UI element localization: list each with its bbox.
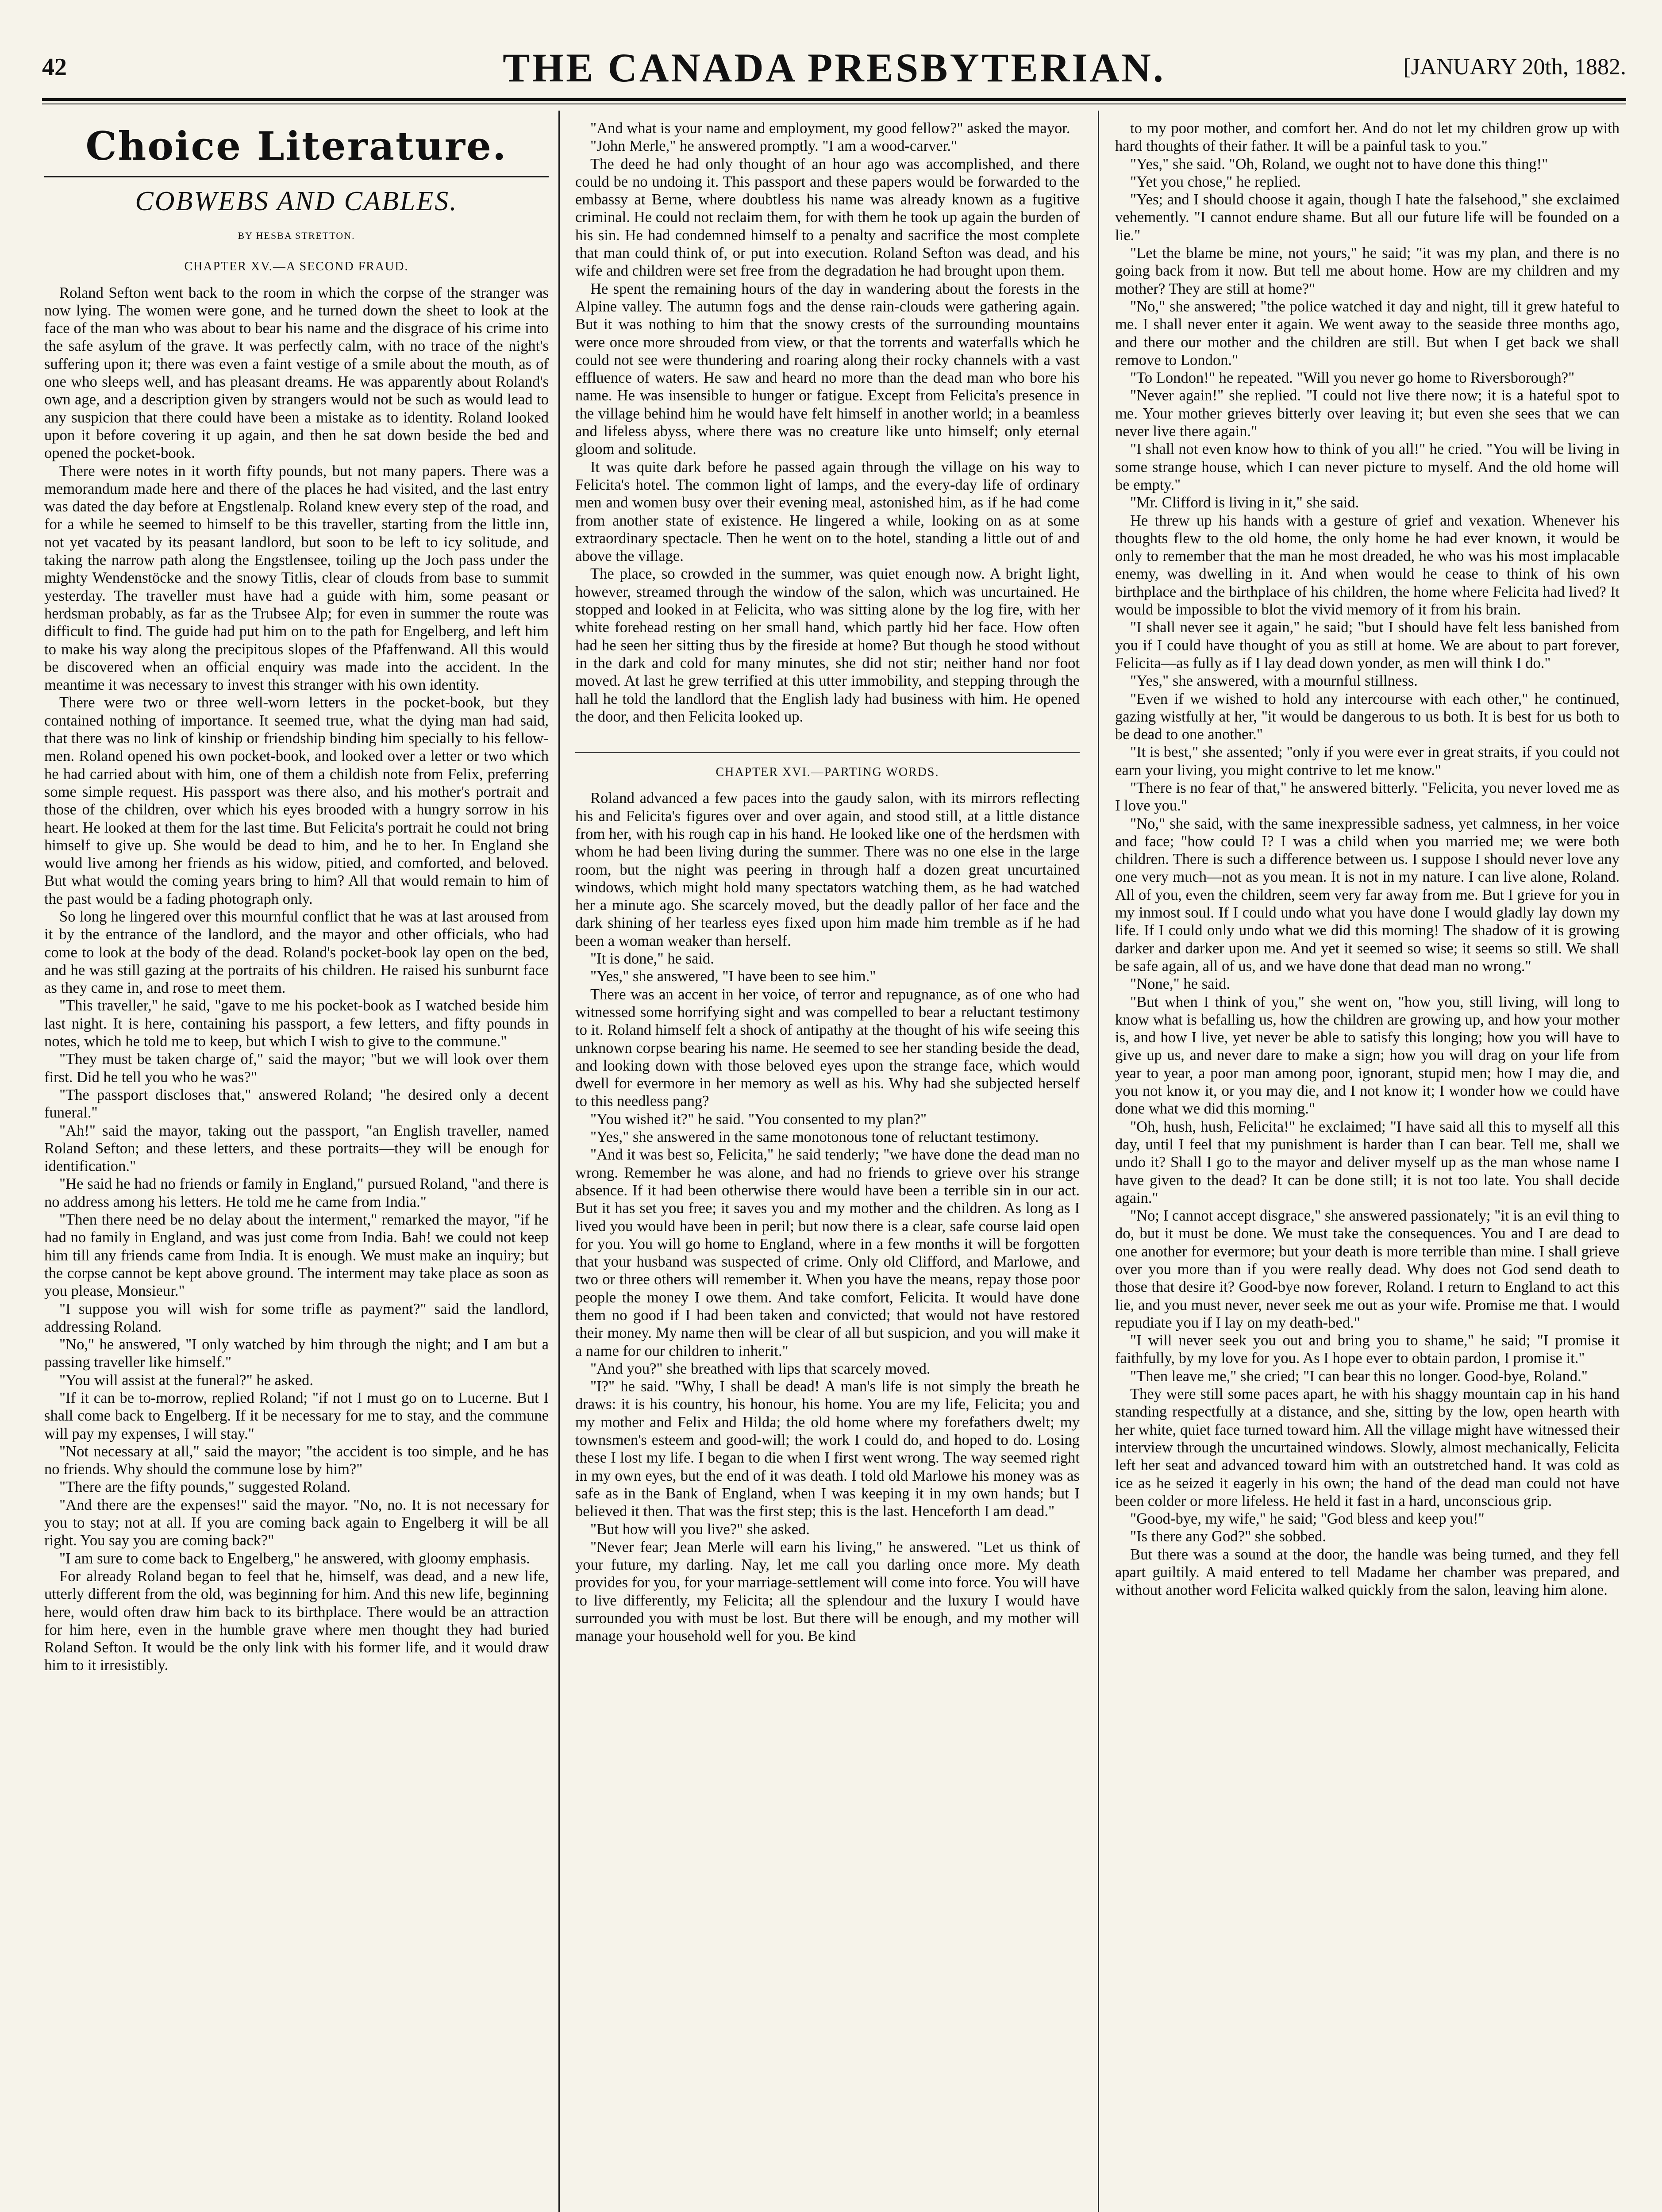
column-1-body <box>44 284 549 1674</box>
newspaper-title: THE CANADA PRESBYTERIAN. <box>503 45 1166 90</box>
chapter-heading-15: CHAPTER XV.—A SECOND FRAUD. <box>184 260 409 274</box>
column-2-body-top <box>575 119 1080 726</box>
section-title: Choice Literature. <box>85 123 508 169</box>
paragraph: "No," he answered, "I only watched by him through the night; and I am but a passing traveller like himself." <box>44 1336 549 1371</box>
paragraph: So long he lingered over this mournful conflict that he was at last aroused from it by the entrance of the landlord, and the mayor and other officials, who had come to look at the body of the dead. Roland's pocket-book lay open on the bed, and he was still gazing at the portraits of his children. He raised his sunburnt face as they came in, and rose to meet them. <box>44 908 549 997</box>
paragraph: "But how will you live?" she asked. <box>590 1521 810 1538</box>
column-2 <box>575 119 1080 2212</box>
paragraph: But there was a sound at the door, the handle was being turned, and they fell apart guiltily. A maid entered to tell Madame her chamber was prepared, and without another word Felicita walked quickly from the salon, leaving him alone. <box>1115 1546 1620 1599</box>
paragraph: There was an accent in her voice, of terror and repugnance, as of one who had witnessed some horrifying sight and was compelled to bear a reluctant testimony to it. Roland himself felt a shock of antipathy at the thought of his wife seeing this unknown corpse bearing his name. He seemed to see her standing beside the dead, and looking down with those beloved eyes upon the strange face, which would dwell for evermore in her memory as well as his. Why had she subjected herself to this needless pang? <box>575 986 1080 1110</box>
byline: BY HESBA STRETTON. <box>238 230 355 241</box>
paragraph: The place, so crowded in the summer, was quiet enough now. A bright light, however, streamed through the window of the salon, which was uncurtained. He stopped and looked in at Felicita, who was sitting alone by the log fire, with her white forehead resting on her small hand, which partly hid her face. How often had he seen her sitting thus by the fireside at home? But though he stood without in the dark and cold for many minutes, she did not stir; neither hand nor foot moved. At last he grew terrified at this utter immobility, and stepping through the hall he told the landlord that the English lady had business with him. He opened the door, and then Felicita looked up. <box>575 565 1080 725</box>
paragraph: "You will assist at the funeral?" he asked. <box>59 1371 314 1389</box>
paragraph: There were two or three well-worn letters in the pocket-book, but they contained nothing of importance. It seemed true, what the dying man had said, that there was no link of kinship or friendship binding him specially to his fellow-men. Roland opened his own pocket-book, and looked over a letter or two which he had carried about with him, one of them a childish note from Felix, preferring some simple request. His passport was there also, and his mother's portrait and those of the children, over which his eyes brooded with a hungry sorrow in his heart. He looked at them for the last time. But Felicita's portrait he could not bring himself to give up. She would be dead to him, and he to her. In England she would live among her friends as his widow, pitied, and comforted, and beloved. But what would the coming years bring to him? All that would remain to him of the past would be a fading photograph only. <box>44 694 549 907</box>
paragraph: "John Merle," he answered promptly. "I am a wood-carver." <box>590 138 958 155</box>
paragraph: "Yes," she answered in the same monotonous tone of reluctant testimony. <box>590 1129 1039 1146</box>
paragraph: "He said he had no friends or family in England," pursued Roland, "and there is no address among his letters. He told me he came from India." <box>44 1175 549 1210</box>
column-1 <box>44 119 549 2212</box>
paragraph: "Mr. Clifford is living in it," she said. <box>1130 494 1359 511</box>
paragraph: For already Roland began to feel that he, himself, was dead, and a new life, utterly different from the old, was beginning for him. And this new life, beginning here, would often draw him back to its birthplace. There would be an attraction for him here, even in the humble grave where men thought they had buried Roland Sefton. It would be the only link with his former life, and it would draw him to it irresistibly. <box>44 1567 549 1674</box>
paragraph: "You wished it?" he said. "You consented to my plan?" <box>590 1110 927 1128</box>
paragraph: "And there are the expenses!" said the mayor. "No, no. It is not necessary for you to stay; not at all. If you are coming back again to Engelberg it will be all right. You say you are coming back?" <box>44 1496 549 1549</box>
paragraph: "Never fear; Jean Merle will earn his living," he answered. "Let us think of your future, my darling. Nay, let me call you darling once more. My death provides for you, for your marriage-settlement will come into force. You will have to live differently, my Felicita; all the splendour and the luxury I would have surrounded you with must be lost. But there will be enough, and my mother will manage your household well for you. Be kind <box>575 1538 1080 1645</box>
paragraph: "Yet you chose," he replied. <box>1130 173 1301 190</box>
paragraph: "I shall never see it again," he said; "but I should have felt less banished from you if I could have thought of you as still at home. We are about to part forever, Felicita—as fully as if I lay dead down yonder, as men will think I do." <box>1115 619 1620 672</box>
paragraph: "This traveller," he said, "gave to me his pocket-book as I watched beside him last night. It is here, containing his passport, a few letters, and fifty pounds in notes, which he told me to keep, but which I wish to give to the commune." <box>44 997 549 1050</box>
paragraph: "Not necessary at all," said the mayor; "the accident is too simple, and he has no friends. Why should the commune lose by him?" <box>44 1443 549 1478</box>
paragraph: There were notes in it worth fifty pounds, but not many papers. There was a memorandum made here and there of the places he had visited, and the last entry was dated the day before at Engstlenalp. Roland knew every step of the road, and for a while he seemed to himself to be this traveller, starting from the little inn, not yet vacated by its peasant landlord, but soon to be left to icy solitude, and taking the narrow path along the Engstlensee, toiling up the Joch pass under the mighty Wendenstöcke and the snowy Titlis, clear of clouds from base to summit yesterday. The traveller must have had a guide with him, some peasant or herdsman probably, as far as the Trubsee Alp; for even in summer the route was difficult to find. The guide had put him on to the path for Engelberg, and left him to make his way along the precipitous slopes of the Pfaffenwand. All this would be discovered when an official enquiry was made into the accident. In the meantime it was necessary to invest this stranger with his own identity. <box>44 462 549 694</box>
paragraph: Roland advanced a few paces into the gaudy salon, with its mirrors reflecting his and Felicita's figures over and over again, and stood still, at a little distance from her, with his rough cap in his hand. He looked like one of the herdsmen with whom he had been living during the summer. There was no one else in the large room, but the night was peering in through half a dozen great uncurtained windows, which might hold many spectators watching them, as he had watched her a minute ago. She scarcely moved, but the deadly pallor of her face and the dark shining of her tearless eyes fixed upon him made him tremble as if he had been a woman weaker than herself. <box>575 790 1080 949</box>
paragraph: "They must be taken charge of," said the mayor; "but we will look over them first. Did he tell you who he was?" <box>44 1051 549 1086</box>
paragraph: "To London!" he repeated. "Will you never go home to Riversborough?" <box>1130 369 1575 387</box>
page-number: 42 <box>42 54 67 81</box>
paragraph: He threw up his hands with a gesture of grief and vexation. Whenever his thoughts flew to the old home, the only home he had ever known, it would be only to remember that the man he most dreaded, he who was his most implacable enemy, was dwelling in it. And when would he cease to think of his own birthplace and the birthplace of his children, the home where Felicita had lived? It would be impossible to blot the vivid memory of it from his brain. <box>1115 512 1620 618</box>
column-divider-2 <box>1098 111 1099 2212</box>
paragraph: "Even if we wished to hold any intercourse with each other," he continued, gazing wistfully at her, "it would be dangerous to us both. It is best for us both to be dead to one another." <box>1115 690 1620 743</box>
masthead <box>42 44 1626 93</box>
column-3 <box>1115 119 1620 2212</box>
paragraph: The deed he had only thought of an hour ago was accomplished, and there could be no undoing it. This passport and these papers would be forwarded to the embassy at Berne, where doubtless his name was already known as a fugitive criminal. He could not reclaim them, for with them he took up again the burden of his sin. He had condemned himself to a penalty and sacrifice the most complete that man could think of, or put into execution. Roland Sefton was dead, and his wife and children were set free from the degradation he had brought upon them. <box>575 155 1080 280</box>
paragraph: "None," he said. <box>1130 975 1231 993</box>
paragraph: It was quite dark before he passed again through the village on his way to Felicita's hotel. The common light of lamps, and the every-day life of ordinary men and women busy over their evening meal, astonished him, as if he had come from another state of existence. He lingered a while, looking on as at some extraordinary spectacle. Then he went on to the hotel, standing a little out of and above the village. <box>575 458 1080 565</box>
paragraph: "There are the fifty pounds," suggested Roland. <box>59 1479 351 1496</box>
paragraph: "And it was best so, Felicita," he said tenderly; "we have done the dead man no wrong. Remember he was alone, and had no friends to grieve over his strange absence. If it had been otherwise there would have been a terrible sin in our act. But it has set you free; it saves you and my mother and the children. As long as I lived you would have been in peril; but now there is a clear, safe course laid open for you. You will go home to England, where in a few months it will be forgotten that your husband was suspected of crime. Only old Clifford, and Marlowe, and two or three others will remember it. When you have the means, repay those poor people the money I owe them. And take comfort, Felicita. It would have done them no good if I had been taken and convicted; that would not have restored their money. My name then will be clear of all but suspicion, and you will make it a name for our children to inherit." <box>575 1146 1080 1359</box>
paragraph: "It is done," he said. <box>590 950 714 968</box>
paragraph: "The passport discloses that," answered Roland; "he desired only a decent funeral." <box>44 1086 549 1121</box>
column-2-body-bottom <box>575 789 1080 1645</box>
paragraph: "But when I think of you," she went on, "how you, still living, will long to know what is befalling us, how the children are growing up, and how your mother is, and how I live, yet never be able to satisfy this longing; how you will have to give up us, and never dare to make a sign; how you will drag on your life from year to year, a poor man among poor, ignorant, stupid men; how I may die, and you not know it, or you may die, and I not know it; I wonder how we could have done what we did this morning." <box>1115 993 1620 1118</box>
paragraph: "I shall not even know how to think of you all!" he cried. "You will be living in some strange house, which I can never picture to myself. And the old home will be empty." <box>1115 441 1620 493</box>
paragraph: "Ah!" said the mayor, taking out the passport, "an English traveller, named Roland Sefton; and these letters, and these portraits—they will be enough for identification." <box>44 1122 549 1175</box>
paragraph: "If it can be to-morrow, replied Roland; "if not I must go on to Lucerne. But I shall come back to Engelberg. If it be necessary for me to stay, and the commune will pay my expenses, I will stay." <box>44 1390 549 1442</box>
paragraph: "Then there need be no delay about the interment," remarked the mayor, "if he had no family in England, and was just come from India. Bah! we could not keep him till any friends came from India. It is enough. We must make an inquiry; but the corpse cannot be kept above ground. The interment may take place as soon as you please, Monsieur." <box>44 1211 549 1300</box>
paragraph: "Yes," she said. "Oh, Roland, we ought not to have done this thing!" <box>1130 155 1548 173</box>
paragraph: "There is no fear of that," he answered bitterly. "Felicita, you never loved me as I love you." <box>1115 779 1620 814</box>
paragraph: to my poor mother, and comfort her. And do not let my children grow up with hard thoughts of their father. It will be a painful task to you." <box>1115 120 1620 155</box>
column-3-body <box>1115 119 1620 1599</box>
paragraph: "It is best," she assented; "only if you were ever in great straits, if you could not earn your living, you might contrive to let me know." <box>1115 744 1620 779</box>
paragraph: "No," she answered; "the police watched it day and night, till it grew hateful to me. I shall never enter it again. We went away to the seaside three months ago, and there our mother and the children are still. But when I get back we shall remove to London." <box>1115 298 1620 369</box>
paragraph: "And you?" she breathed with lips that scarcely moved. <box>590 1360 931 1377</box>
paragraph: Roland Sefton went back to the room in which the corpse of the stranger was now lying. The women were gone, and he turned down the sheet to look at the face of the man who was about to bear his name and the disgrace of his crime into the safe asylum of the grave. It was perfectly calm, with no trace of the night's suffering upon it; there was even a faint vestige of a smile about the mouth, as of one who sleeps well, and has pleasant dreams. He was apparently about Roland's own age, and a description given by strangers would not be such as would lead to any suspicion that there could have been a mistake as to identity. Roland looked upon it before covering it up again, and then he sat down beside the bed and opened the pocket-book. <box>44 284 549 462</box>
paragraph: "I am sure to come back to Engelberg," he answered, with gloomy emphasis. <box>59 1550 530 1567</box>
paragraph: He spent the remaining hours of the day in wandering about the forests in the Alpine valley. The autumn fogs and the dense rain-clouds were gathering again. But it was nothing to him that the snowy crests of the surrounding mountains were once more shrouded from view, or that the torrents and waterfalls which he could not see were thundering and roaring along their rocky channels with a vast effluence of waters. He saw and heard no more than the dead man who bore his name. He was insensible to hunger or fatigue. Except from Felicita's presence in the village behind him he would have felt himself in another world; in a beamless and lifeless abyss, where there was no creature like unto himself; only eternal gloom and solitude. <box>575 280 1080 458</box>
paragraph: "No," she said, with the same inexpressible sadness, yet calmness, in her voice and face; "how could I? I was a child when you married me; we were both children. There is such a difference between us. I suppose I should never love any one very much—not as you mean. It is not in my nature. I can live alone, Roland. All of you, even the children, seem very far away from me. But I grieve for you in my inmost soul. If I could undo what you have done I would gladly lay down my life. If I could only undo what we did this morning! The shadow of it is growing darker and darker upon me. And yet it seemed so wise; it seems so still. We shall be safe again, all of us, and we have done that dead man no wrong." <box>1115 815 1620 975</box>
story-title: COBWEBS AND CABLES. <box>44 176 549 217</box>
paragraph: "I will never seek you out and bring you to shame," he said; "I promise it faithfully, by my love for you. As I hope ever to obtain pardon, I promise it." <box>1115 1332 1620 1367</box>
paragraph: "Never again!" she replied. "I could not live there now; it is a hateful spot to me. Your mother grieves bitterly over leaving it; but even she sees that we can never live there again." <box>1115 387 1620 440</box>
paragraph: "I?" he said. "Why, I shall be dead! A man's life is not simply the breath he draws: it is his country, his honour, his home. You are my life, Felicita; you and my mother and Felix and Hilda; the old home where my forefathers dwelt; my townsmen's esteem and good-will; the work I could do, and hoped to do. Losing these I lost my life. I began to die when I first went wrong. The way seemed right in my own eyes, but the end of it was death. I told old Marlowe his money was as safe as in the Bank of England, when I was keeping it in my own hands; but I believed it then. That was the first step; this is the last. Henceforth I am dead." <box>575 1378 1080 1520</box>
paragraph: "Yes," she answered, with a mournful stillness. <box>1130 672 1418 690</box>
paragraph: "Yes; and I should choose it again, though I hate the falsehood," she exclaimed vehemently. "I cannot endure shame. But all our future life will be founded on a lie." <box>1115 191 1620 244</box>
paragraph: They were still some paces apart, he with his shaggy mountain cap in his hand standing respectfully at a distance, and she, sitting by the low, open hearth with her white, quiet face turned toward him. All the village might have witnessed their interview through the uncurtained windows. Slowly, almost mechanically, Felicita left her seat and advanced toward him with an outstretched hand. It was cold as ice as he seized it eagerly in his own; the hand of the dead man could not have been colder or more lifeless. He held it fast in a hard, unconscious grip. <box>1115 1386 1620 1509</box>
paragraph: "Is there any God?" she sobbed. <box>1130 1528 1327 1545</box>
paragraph: "Let the blame be mine, not yours," he said; "it was my plan, and there is no going back from it now. But tell me about home. How are my children and my mother? They are still at home?" <box>1115 245 1620 297</box>
paragraph: "Then leave me," she cried; "I can bear this no longer. Good-bye, Roland." <box>1130 1367 1588 1385</box>
paragraph: "Good-bye, my wife," he said; "God bless and keep you!" <box>1130 1510 1485 1528</box>
header-rule <box>42 98 1626 101</box>
paragraph: "And what is your name and employment, my good fellow?" asked the mayor. <box>590 120 1070 137</box>
issue-date: [JANUARY 20th, 1882. <box>1403 54 1626 80</box>
paragraph: "Yes," she answered, "I have been to see him." <box>590 968 876 985</box>
chapter-heading-16: CHAPTER XVI.—PARTING WORDS. <box>575 752 1080 781</box>
paragraph: "Oh, hush, hush, Felicita!" he exclaimed; "I have said all this to myself all this day, until I feel that my punishment is harder than I can bear. Tell me, shall we undo it? Shall I go to the mayor and deliver myself up as the man whose name I have given to the dead? It can be done still; it is not too late. You shall decide again." <box>1115 1118 1620 1206</box>
paragraph: "No; I cannot accept disgrace," she answered passionately; "it is an evil thing to do, but it must be done. We must take the consequences. You and I are dead to one another for evermore; but your death is more terrible than mine. I shall grieve over you more than if you were really dead. Why does not God send death to those that desire it? Good-bye now forever, Roland. I return to England to act this lie, and you must never, never seek me out as your wife. Promise me that. I would repudiate you if I lay on my death-bed." <box>1115 1207 1620 1331</box>
column-divider-1 <box>558 111 560 2212</box>
paragraph: "I suppose you will wish for some trifle as payment?" said the landlord, addressing Roland. <box>44 1300 549 1335</box>
